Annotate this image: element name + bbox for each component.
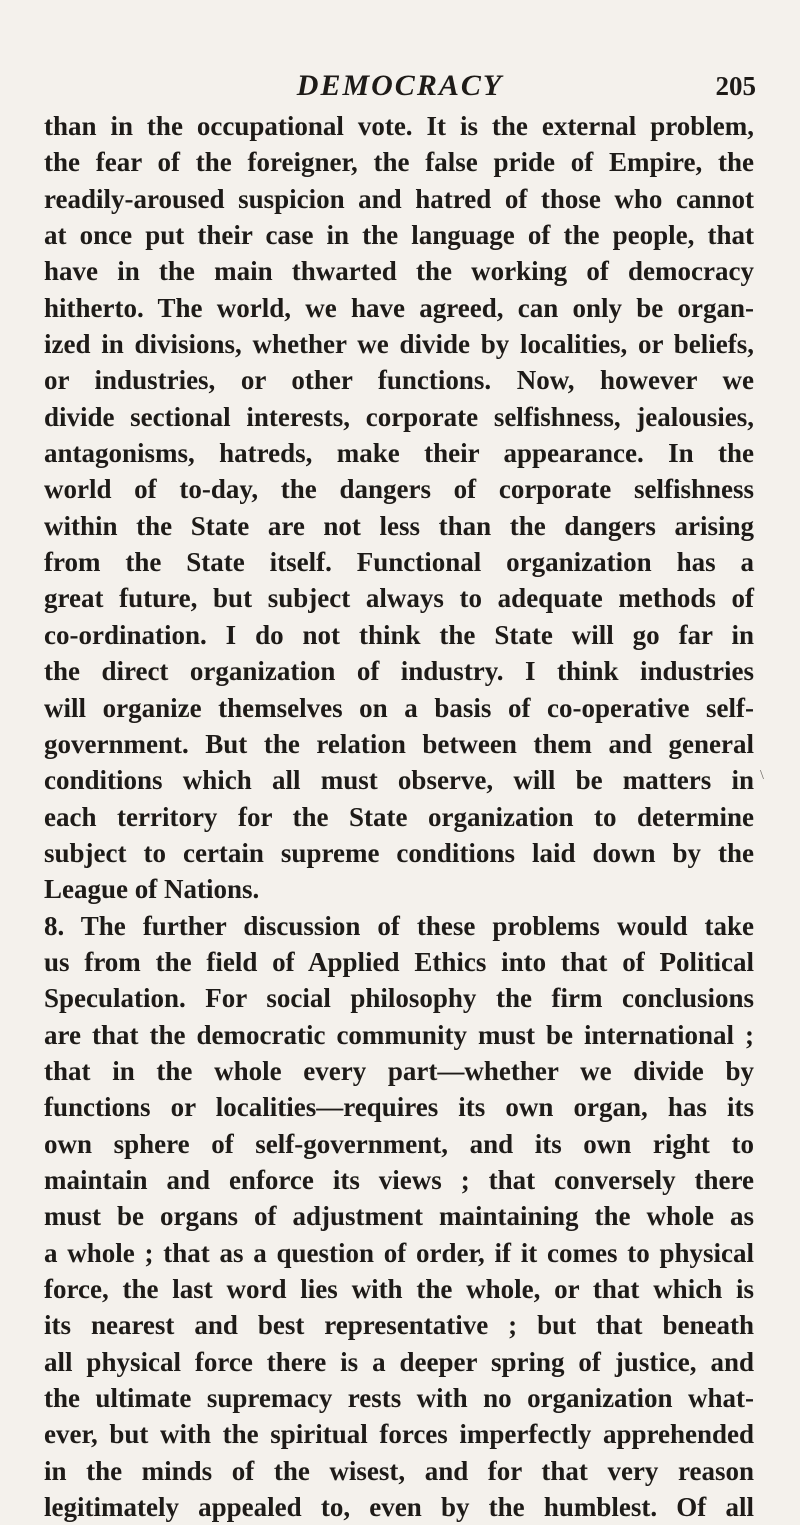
text-line: within the State are not less than the dangers arising — [44, 510, 754, 541]
text-line: must be organs of adjustment maintaining the whole as — [44, 1201, 754, 1232]
text-line: the direct organization of industry. I think industries — [44, 656, 754, 687]
text-line: antagonisms, hatreds, make their appearance. In the — [44, 438, 754, 469]
text-line: subject to certain supreme conditions laid down by the — [44, 837, 754, 868]
text-line: have in the main thwarted the working of democracy — [44, 256, 754, 287]
section-start-line: 8. The further discussion of these problems would take — [44, 910, 754, 941]
text-line: a whole ; that as a question of order, if it comes to physical — [44, 1237, 754, 1268]
text-line: the fear of the foreigner, the false pride of Empire, the — [44, 147, 754, 178]
margin-speck: \ — [760, 768, 764, 783]
text-line: the ultimate supremacy rests with no organization what- — [44, 1383, 754, 1414]
text-line: than in the occupational vote. It is the external problem, — [44, 111, 754, 141]
text-line: co-ordination. I do not think the State will go far in — [44, 619, 754, 650]
text-line: hitherto. The world, we have agreed, can only be organ- — [44, 292, 754, 323]
running-title: DEMOCRACY — [296, 69, 504, 102]
text-line: from the State itself. Functional organization has a — [44, 547, 754, 578]
text-line: legitimately appealed to, even by the humblest. Of all — [44, 1492, 754, 1523]
page-number: 205 — [715, 71, 756, 101]
text-line: great future, but subject always to adequate methods of — [44, 583, 754, 614]
text-line: ever, but with the spiritual forces imperfectly apprehended — [44, 1419, 754, 1450]
text-line: ized in divisions, whether we divide by localities, or beliefs, — [44, 329, 754, 360]
text-line: will organize themselves on a basis of co-operative self- — [44, 692, 754, 723]
text-line: each territory for the State organization to determine — [44, 801, 754, 832]
text-line: conditions which all must observe, will be matters in — [44, 765, 754, 796]
body-text — [44, 108, 754, 1525]
paragraph-end-line: League of Nations. — [44, 874, 260, 905]
text-line: all physical force there is a deeper spring of justice, and — [44, 1346, 754, 1377]
text-line: divide sectional interests, corporate selfishness, jealousies, — [44, 401, 754, 432]
text-line: Speculation. For social philosophy the firm conclusions — [44, 983, 754, 1014]
text-line: world of to-day, the dangers of corporate selfishness — [44, 474, 754, 505]
text-line: us from the field of Applied Ethics into that of Political — [44, 946, 754, 977]
text-line: its nearest and best representative ; but that beneath — [44, 1310, 754, 1341]
text-line: force, the last word lies with the whole, or that which is — [44, 1274, 754, 1304]
text-line: government. But the relation between them and general — [44, 728, 754, 759]
text-line: readily-aroused suspicion and hatred of those who cannot — [44, 183, 754, 214]
text-line: are that the democratic community must be international ; — [44, 1019, 754, 1050]
text-line: own sphere of self-government, and its own right to — [44, 1128, 754, 1159]
text-line: that in the whole every part—whether we divide by — [44, 1055, 754, 1086]
text-line: functions or localities—requires its own organ, has its — [44, 1092, 754, 1123]
text-line: in the minds of the wisest, and for that very reason — [44, 1455, 754, 1486]
text-line: maintain and enforce its views ; that conversely there — [44, 1164, 754, 1195]
text-line: or industries, or other functions. Now, however we — [44, 365, 754, 396]
text-line: at once put their case in the language of the people, that — [44, 220, 754, 251]
running-head — [0, 66, 800, 106]
